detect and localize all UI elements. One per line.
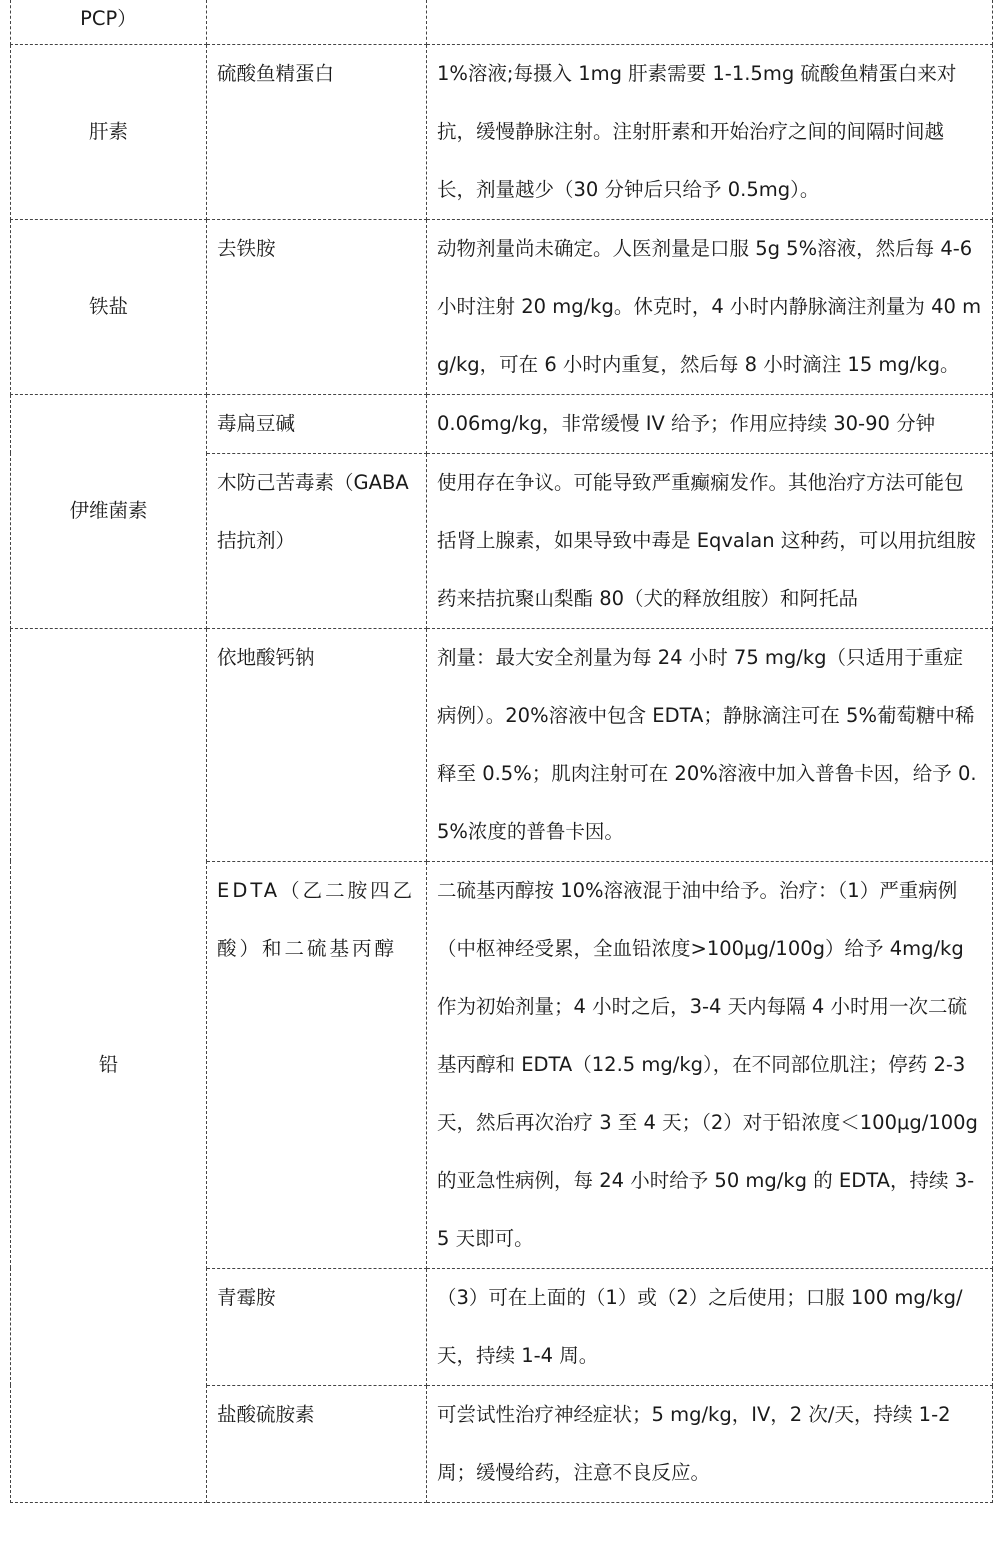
poison-cell: 铁盐 xyxy=(11,219,207,394)
dosage-cell: 剂量：最大安全剂量为每 24 小时 75 mg/kg（只适用于重症病例）。20%溶液中包含 EDTA；静脉滴注可在 5%葡萄糖中稀释至 0.5%；肌肉注射可在 20%溶液中加入普鲁卡因，给予 0.5%浓度的普鲁卡因。 xyxy=(427,628,993,861)
poison-cell: PCP） xyxy=(11,0,207,44)
dosage-cell: 1%溶液;每摄入 1mg 肝素需要 1-1.5mg 硫酸鱼精蛋白来对抗，缓慢静脉注射。注射肝素和开始治疗之间的间隔时间越长，剂量越少（30 分钟后只给予 0.5mg）。 xyxy=(427,44,993,219)
dosage-cell: 可尝试性治疗神经症状；5 mg/kg，IV，2 次/天，持续 1-2 周；缓慢给药，注意不良反应。 xyxy=(427,1385,993,1502)
table-row xyxy=(11,628,993,861)
table-row xyxy=(11,44,993,219)
antidote-cell: 青霉胺 xyxy=(207,1268,427,1385)
antidote-cell xyxy=(207,0,427,44)
dosage-cell: （3）可在上面的（1）或（2）之后使用；口服 100 mg/kg/天，持续 1-4 周。 xyxy=(427,1268,993,1385)
antidote-cell: 依地酸钙钠 xyxy=(207,628,427,861)
dosage-cell: 二硫基丙醇按 10%溶液混于油中给予。治疗：（1）严重病例（中枢神经受累，全血铅浓度>100μg/100g）给予 4mg/kg 作为初始剂量；4 小时之后，3-4 天内每隔 4 小时用一次二硫基丙醇和 EDTA（12.5 mg/kg），在不同部位肌注；停药 2-3 天，然后再次治疗 3 至 4 天；（2）对于铅浓度＜100μg/100g 的亚急性病例，每 24 小时给予 50 mg/kg 的 EDTA，持续 3-5 天即可。 xyxy=(427,861,993,1268)
poison-cell: 伊维菌素 xyxy=(11,394,207,628)
antidote-cell: 去铁胺 xyxy=(207,219,427,394)
poison-cell: 铅 xyxy=(11,628,207,1502)
antidote-cell: 木防己苦毒素（GABA 拮抗剂） xyxy=(207,453,427,628)
antidote-cell: EDTA（乙二胺四乙酸）和二硫基丙醇 xyxy=(207,861,427,1268)
dosage-cell: 0.06mg/kg，非常缓慢 IV 给予；作用应持续 30-90 分钟 xyxy=(427,394,993,453)
antidote-cell: 盐酸硫胺素 xyxy=(207,1385,427,1502)
antidote-table xyxy=(10,0,993,1503)
table-row xyxy=(11,394,993,453)
dosage-cell xyxy=(427,0,993,44)
antidote-cell: 硫酸鱼精蛋白 xyxy=(207,44,427,219)
antidote-cell: 毒扁豆碱 xyxy=(207,394,427,453)
dosage-cell: 使用存在争议。可能导致严重癫痫发作。其他治疗方法可能包括肾上腺素，如果导致中毒是 Eqvalan 这种药，可以用抗组胺药来拮抗聚山梨酯 80（犬的释放组胺）和阿托品 xyxy=(427,453,993,628)
table-row xyxy=(11,0,993,44)
dosage-cell: 动物剂量尚未确定。人医剂量是口服 5g 5%溶液，然后每 4-6 小时注射 20 mg/kg。休克时，4 小时内静脉滴注剂量为 40 mg/kg，可在 6 小时内重复，然后每 8 小时滴注 15 mg/kg。 xyxy=(427,219,993,394)
table-row xyxy=(11,219,993,394)
poison-cell: 肝素 xyxy=(11,44,207,219)
